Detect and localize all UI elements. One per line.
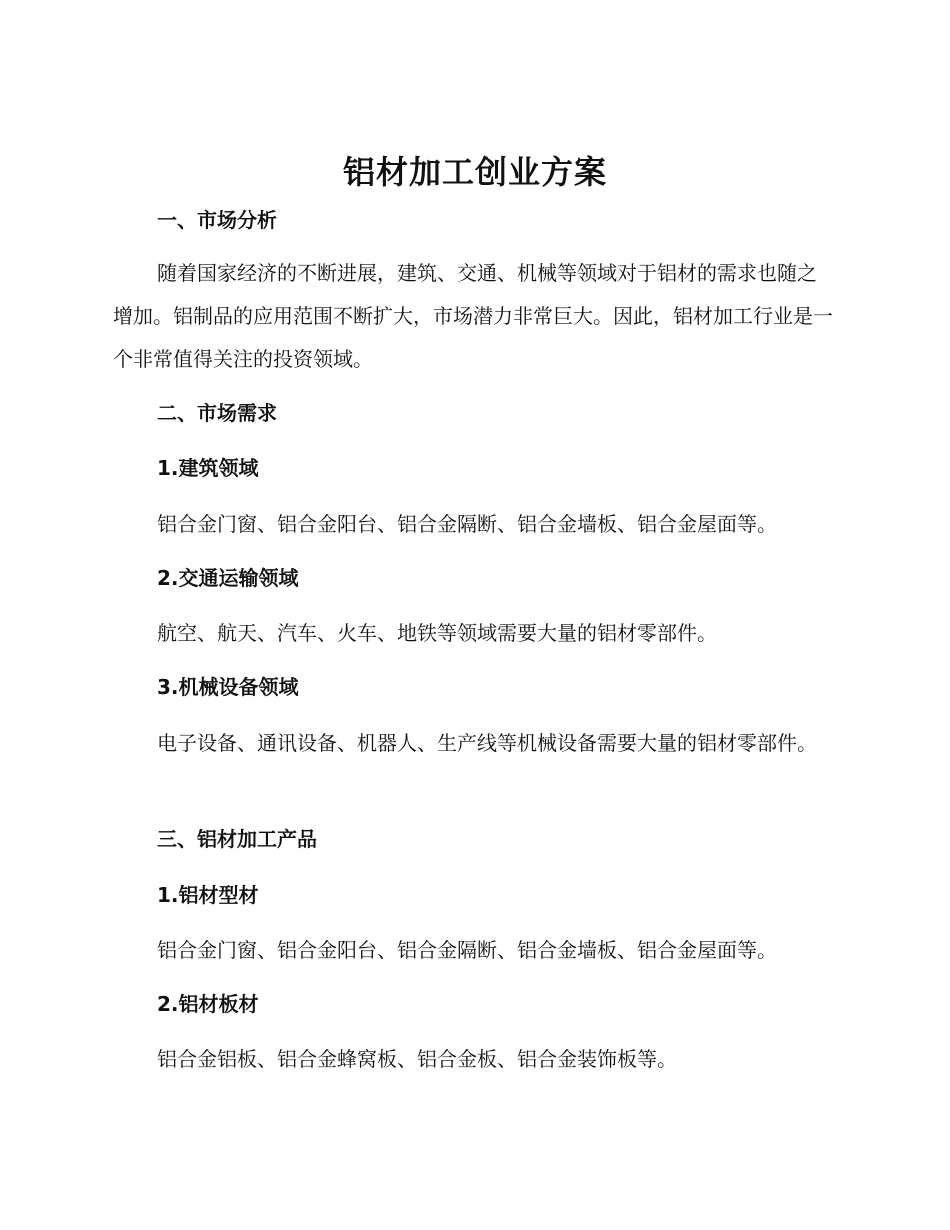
- section-paragraph-market-analysis: 随着国家经济的不断进展，建筑、交通、机械等领域对于铝材的需求也随之增加。铝制品的应用范围不断扩大，市场潜力非常巨大。因此，铝材加工行业是一个非常值得关注的投资领域。: [113, 261, 833, 371]
- subheading-transportation: 2.交通运输领域: [157, 566, 299, 590]
- paragraph-sheets: 铝合金铝板、铝合金蜂窝板、铝合金板、铝合金装饰板等。: [157, 1047, 677, 1071]
- paragraph-transportation: 航空、航天、汽车、火车、地铁等领域需要大量的铝材零部件。: [157, 621, 717, 645]
- paragraph-profiles: 铝合金门窗、铝合金阳台、铝合金隔断、铝合金墙板、铝合金屋面等。: [157, 938, 777, 962]
- subheading-sheets: 2.铝材板材: [157, 992, 259, 1016]
- subheading-machinery: 3.机械设备领域: [157, 675, 299, 699]
- paragraph-machinery: 电子设备、通讯设备、机器人、生产线等机械设备需要大量的铝材零部件。: [157, 731, 817, 755]
- paragraph-construction: 铝合金门窗、铝合金阳台、铝合金隔断、铝合金墙板、铝合金屋面等。: [157, 512, 777, 536]
- document-title: 铝材加工创业方案: [342, 153, 607, 191]
- subheading-profiles: 1.铝材型材: [157, 883, 259, 907]
- section-heading-market-analysis: 一、市场分析: [157, 208, 277, 232]
- section-heading-market-demand: 二、市场需求: [157, 401, 277, 425]
- section-heading-products: 三、铝材加工产品: [157, 827, 317, 851]
- subheading-construction: 1.建筑领域: [157, 456, 259, 480]
